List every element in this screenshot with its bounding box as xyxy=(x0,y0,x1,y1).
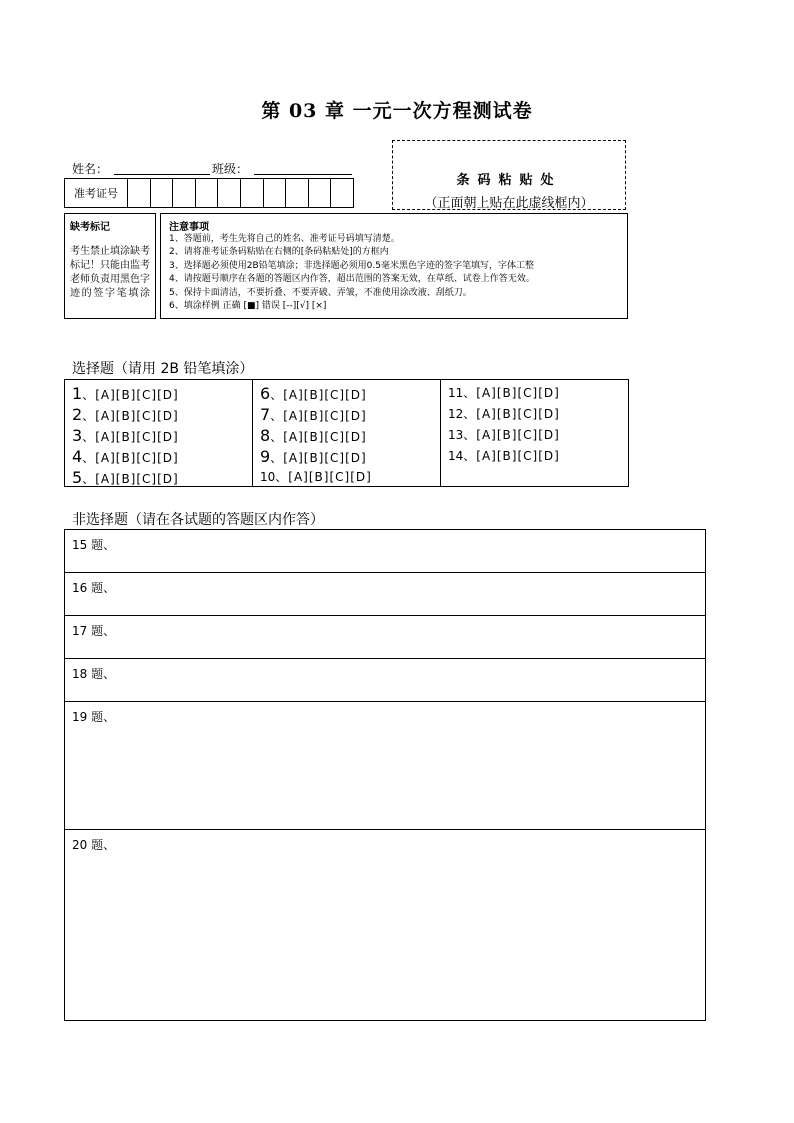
choice-question[interactable]: 13、[A][B][C][D] xyxy=(448,428,560,442)
barcode-title: 条码粘贴处 xyxy=(456,173,562,188)
answer-box[interactable] xyxy=(65,530,705,573)
notes-item: 3、选择题必须使用2B铅笔填涂；非选择题必须用0.5毫米黑色字迹的签字笔填写，字体工整 xyxy=(169,260,534,271)
answer-area xyxy=(64,529,706,1021)
missing-exam-mark-box xyxy=(64,213,156,319)
answer-box[interactable] xyxy=(65,702,705,830)
choice-question[interactable]: 9、[A][B][C][D] xyxy=(260,447,367,466)
exam-number-cell[interactable] xyxy=(128,179,151,207)
exam-number-cell[interactable] xyxy=(196,179,219,207)
barcode-instruction: （正面朝上贴在此虚线框内） xyxy=(424,196,594,211)
nonchoice-section-title: 非选择题（请在各试题的答题区内作答） xyxy=(72,512,324,528)
exam-number-label: 准考证号 xyxy=(65,179,128,207)
choice-question[interactable]: 11、[A][B][C][D] xyxy=(448,386,560,400)
missing-exam-mark-title: 缺考标记 xyxy=(70,222,110,233)
page-title: 第 03 章 一元一次方程测试卷 xyxy=(261,100,533,122)
choice-question[interactable]: 2、[A][B][C][D] xyxy=(72,405,179,424)
choice-question[interactable]: 3、[A][B][C][D] xyxy=(72,426,179,445)
choice-question[interactable]: 7、[A][B][C][D] xyxy=(260,405,367,424)
answer-box[interactable] xyxy=(65,830,705,1020)
name-label: 姓名： xyxy=(72,162,109,176)
question-label: 19 题、 xyxy=(72,710,116,724)
exam-number-cell[interactable] xyxy=(173,179,196,207)
choice-column xyxy=(441,380,628,486)
choice-question[interactable]: 10、[A][B][C][D] xyxy=(260,470,372,484)
choice-column xyxy=(65,380,253,486)
class-field[interactable] xyxy=(254,160,352,175)
exam-number-cell[interactable] xyxy=(264,179,287,207)
question-label: 17 题、 xyxy=(72,624,116,638)
exam-number-cell[interactable] xyxy=(151,179,174,207)
question-label: 18 题、 xyxy=(72,667,116,681)
missing-exam-mark-text: 考生禁止填涂缺考标记！只能由监考老师负责用黑色字迹的签字笔填涂 xyxy=(70,246,150,299)
choice-question[interactable]: 12、[A][B][C][D] xyxy=(448,407,560,421)
exam-number-cell[interactable] xyxy=(241,179,264,207)
notes-item: 2、请将准考证条码粘贴在右侧的[条码粘贴处]的方框内 xyxy=(169,247,389,258)
name-field[interactable] xyxy=(114,160,210,175)
exam-number-cell[interactable] xyxy=(309,179,332,207)
question-label: 15 题、 xyxy=(72,538,116,552)
exam-number-cell[interactable] xyxy=(286,179,309,207)
barcode-area xyxy=(392,140,626,210)
choice-question[interactable]: 8、[A][B][C][D] xyxy=(260,426,367,445)
notes-item: 5、保持卡面清洁，不要折叠、不要弄破、弄皱，不准使用涂改液、刮纸刀。 xyxy=(169,287,472,298)
notes-item: 1、答题前，考生先将自己的姓名、准考证号码填写清楚。 xyxy=(169,234,400,244)
exam-number-grid xyxy=(64,178,354,208)
choice-question[interactable]: 5、[A][B][C][D] xyxy=(72,468,179,487)
answer-box[interactable] xyxy=(65,659,705,702)
answer-box[interactable] xyxy=(65,573,705,616)
question-label: 20 题、 xyxy=(72,838,116,852)
choice-answer-grid xyxy=(64,379,629,487)
notes-title: 注意事项 xyxy=(169,222,209,233)
class-label: 班级： xyxy=(212,162,249,176)
choice-column xyxy=(253,380,441,486)
exam-number-cell[interactable] xyxy=(218,179,241,207)
notes-item: 4、请按题号顺序在各题的答题区内作答，超出范围的答案无效，在草纸、试卷上作答无效。 xyxy=(169,274,535,285)
choice-question[interactable]: 6、[A][B][C][D] xyxy=(260,384,367,403)
choice-question[interactable]: 1、[A][B][C][D] xyxy=(72,384,179,403)
choice-question[interactable]: 4、[A][B][C][D] xyxy=(72,447,179,466)
question-label: 16 题、 xyxy=(72,581,116,595)
notes-item: 6、填涂样例 正确 [■] 错误 [--][√] [×] xyxy=(169,301,327,312)
notes-box xyxy=(160,213,628,319)
exam-number-cell[interactable] xyxy=(331,179,353,207)
choice-section-title: 选择题（请用 2B 铅笔填涂） xyxy=(72,361,254,377)
answer-box[interactable] xyxy=(65,616,705,659)
choice-question[interactable]: 14、[A][B][C][D] xyxy=(448,449,560,463)
